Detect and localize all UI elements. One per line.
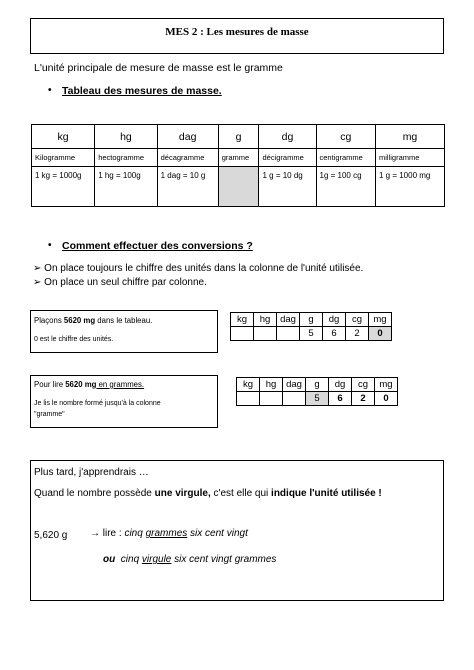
example1-header-row	[231, 313, 392, 327]
later-line2-bold1: une virgule,	[154, 488, 211, 499]
section2-heading: Comment effectuer des conversions ?	[62, 240, 253, 252]
ex1-h-g: g	[300, 313, 323, 327]
ex2-d-dg: 6	[329, 392, 352, 406]
eq-cg: 1g = 100 cg	[316, 167, 375, 207]
rule-1	[33, 263, 363, 274]
ex2-d-g: 5	[306, 392, 329, 406]
ex1-h-hg: hg	[254, 313, 277, 327]
later-read1-c: six cent vingt	[187, 528, 248, 539]
header-mg: mg	[375, 125, 444, 149]
header-kg: kg	[32, 125, 95, 149]
example1-value: 5620 mg	[63, 316, 96, 325]
later-or-label: ou	[103, 554, 116, 565]
ex1-d-g: 5	[300, 327, 323, 341]
arrow-marker-icon: ➢	[33, 277, 42, 288]
mass-table-names-row	[32, 149, 445, 167]
ex2-h-mg: mg	[375, 378, 398, 392]
mass-table-equivalence-row	[32, 167, 445, 207]
later-line2-pre: Quand le nombre possède	[34, 488, 155, 499]
ex1-d-hg	[254, 327, 277, 341]
ex2-h-hg: hg	[260, 378, 283, 392]
example1-text-pre: Plaçons	[34, 316, 64, 325]
name-kg: Kilogramme	[32, 149, 95, 167]
later-read2-a: cinq	[120, 554, 142, 565]
name-hg: hectogramme	[95, 149, 157, 167]
ex2-h-dag: dag	[283, 378, 306, 392]
name-dg: décigramme	[259, 149, 316, 167]
header-hg: hg	[95, 125, 157, 149]
header-dg: dg	[259, 125, 316, 149]
name-dag: décagramme	[157, 149, 218, 167]
ex2-d-mg: 0	[375, 392, 398, 406]
example2-table	[236, 377, 398, 406]
example1-text-post: dans le tableau.	[95, 316, 153, 325]
intro-text: L'unité principale de mesure de masse est le gramme	[34, 62, 283, 74]
bullet-icon: •	[48, 240, 52, 251]
ex2-h-kg: kg	[237, 378, 260, 392]
later-read2-c: six cent vingt grammes	[171, 554, 277, 565]
ex2-h-dg: dg	[329, 378, 352, 392]
example2-text-pre: Pour lire	[34, 380, 66, 389]
header-cg: cg	[316, 125, 375, 149]
ex2-d-dag	[283, 392, 306, 406]
ex2-d-cg: 2	[352, 392, 375, 406]
later-line1: Plus tard, j'apprendrais …	[34, 467, 149, 478]
arrow-marker-icon: ➢	[33, 263, 42, 274]
ex1-d-cg: 2	[346, 327, 369, 341]
example2-header-row	[237, 378, 398, 392]
mass-table-header-row	[32, 125, 445, 149]
example2-text	[34, 380, 144, 389]
ex1-h-dg: dg	[323, 313, 346, 327]
rule-2	[33, 277, 207, 288]
example1-text	[34, 316, 152, 325]
header-g: g	[218, 125, 259, 149]
later-read2-b: virgule	[141, 554, 172, 565]
rule-1-text: On place toujours le chiffre des unités dans la colonne de l'unité utilisée.	[44, 263, 364, 274]
page-title: MES 2 : Les mesures de masse	[165, 26, 309, 38]
later-read1-a: cinq	[124, 528, 146, 539]
ex1-d-mg: 0	[369, 327, 392, 341]
later-read2	[103, 554, 276, 565]
rule-2-text: On place un seul chiffre par colonne.	[44, 277, 207, 288]
eq-dg: 1 g = 10 dg	[259, 167, 316, 207]
later-number: 5,620 g	[34, 530, 68, 541]
later-read1	[90, 528, 248, 539]
ex2-d-hg	[260, 392, 283, 406]
example1-digit-row	[231, 327, 392, 341]
later-line2-mid: c'est elle qui	[210, 488, 272, 499]
example2-value: 5620 mg	[65, 380, 97, 389]
header-dag: dag	[157, 125, 218, 149]
eq-kg: 1 kg = 1000g	[32, 167, 95, 207]
ex1-h-kg: kg	[231, 313, 254, 327]
section1-heading: Tableau des mesures de masse.	[62, 85, 222, 97]
ex2-h-cg: cg	[352, 378, 375, 392]
example2-note-line2: "gramme"	[34, 411, 65, 418]
eq-mg: 1 g = 1000 mg	[375, 167, 444, 207]
ex2-d-kg	[237, 392, 260, 406]
example1-note: 0 est le chiffre des unités.	[34, 336, 114, 343]
ex1-d-dg: 6	[323, 327, 346, 341]
name-mg: milligramme	[375, 149, 444, 167]
example2-digit-row	[237, 392, 398, 406]
later-line2	[34, 488, 382, 499]
bullet-icon: •	[48, 85, 52, 96]
name-cg: centigramme	[316, 149, 375, 167]
ex1-h-cg: cg	[346, 313, 369, 327]
later-line2-bold2: indique l'unité utilisée !	[271, 488, 382, 499]
later-read-label: lire :	[100, 528, 125, 539]
ex1-h-mg: mg	[369, 313, 392, 327]
arrow-right-icon: →	[90, 528, 100, 539]
ex1-h-dag: dag	[277, 313, 300, 327]
name-g: gramme	[218, 149, 259, 167]
ex1-d-dag	[277, 327, 300, 341]
ex2-h-g: g	[306, 378, 329, 392]
example1-table	[230, 312, 392, 341]
example2-note-line1: Je lis le nombre formé jusqu'à la colonne	[34, 400, 161, 407]
eq-dag: 1 dag = 10 g	[157, 167, 218, 207]
eq-g	[218, 167, 259, 207]
example2-text-post: en grammes.	[96, 380, 145, 389]
ex1-d-kg	[231, 327, 254, 341]
later-read1-b: grammes	[145, 528, 188, 539]
mass-table	[31, 124, 445, 207]
eq-hg: 1 hg = 100g	[95, 167, 157, 207]
